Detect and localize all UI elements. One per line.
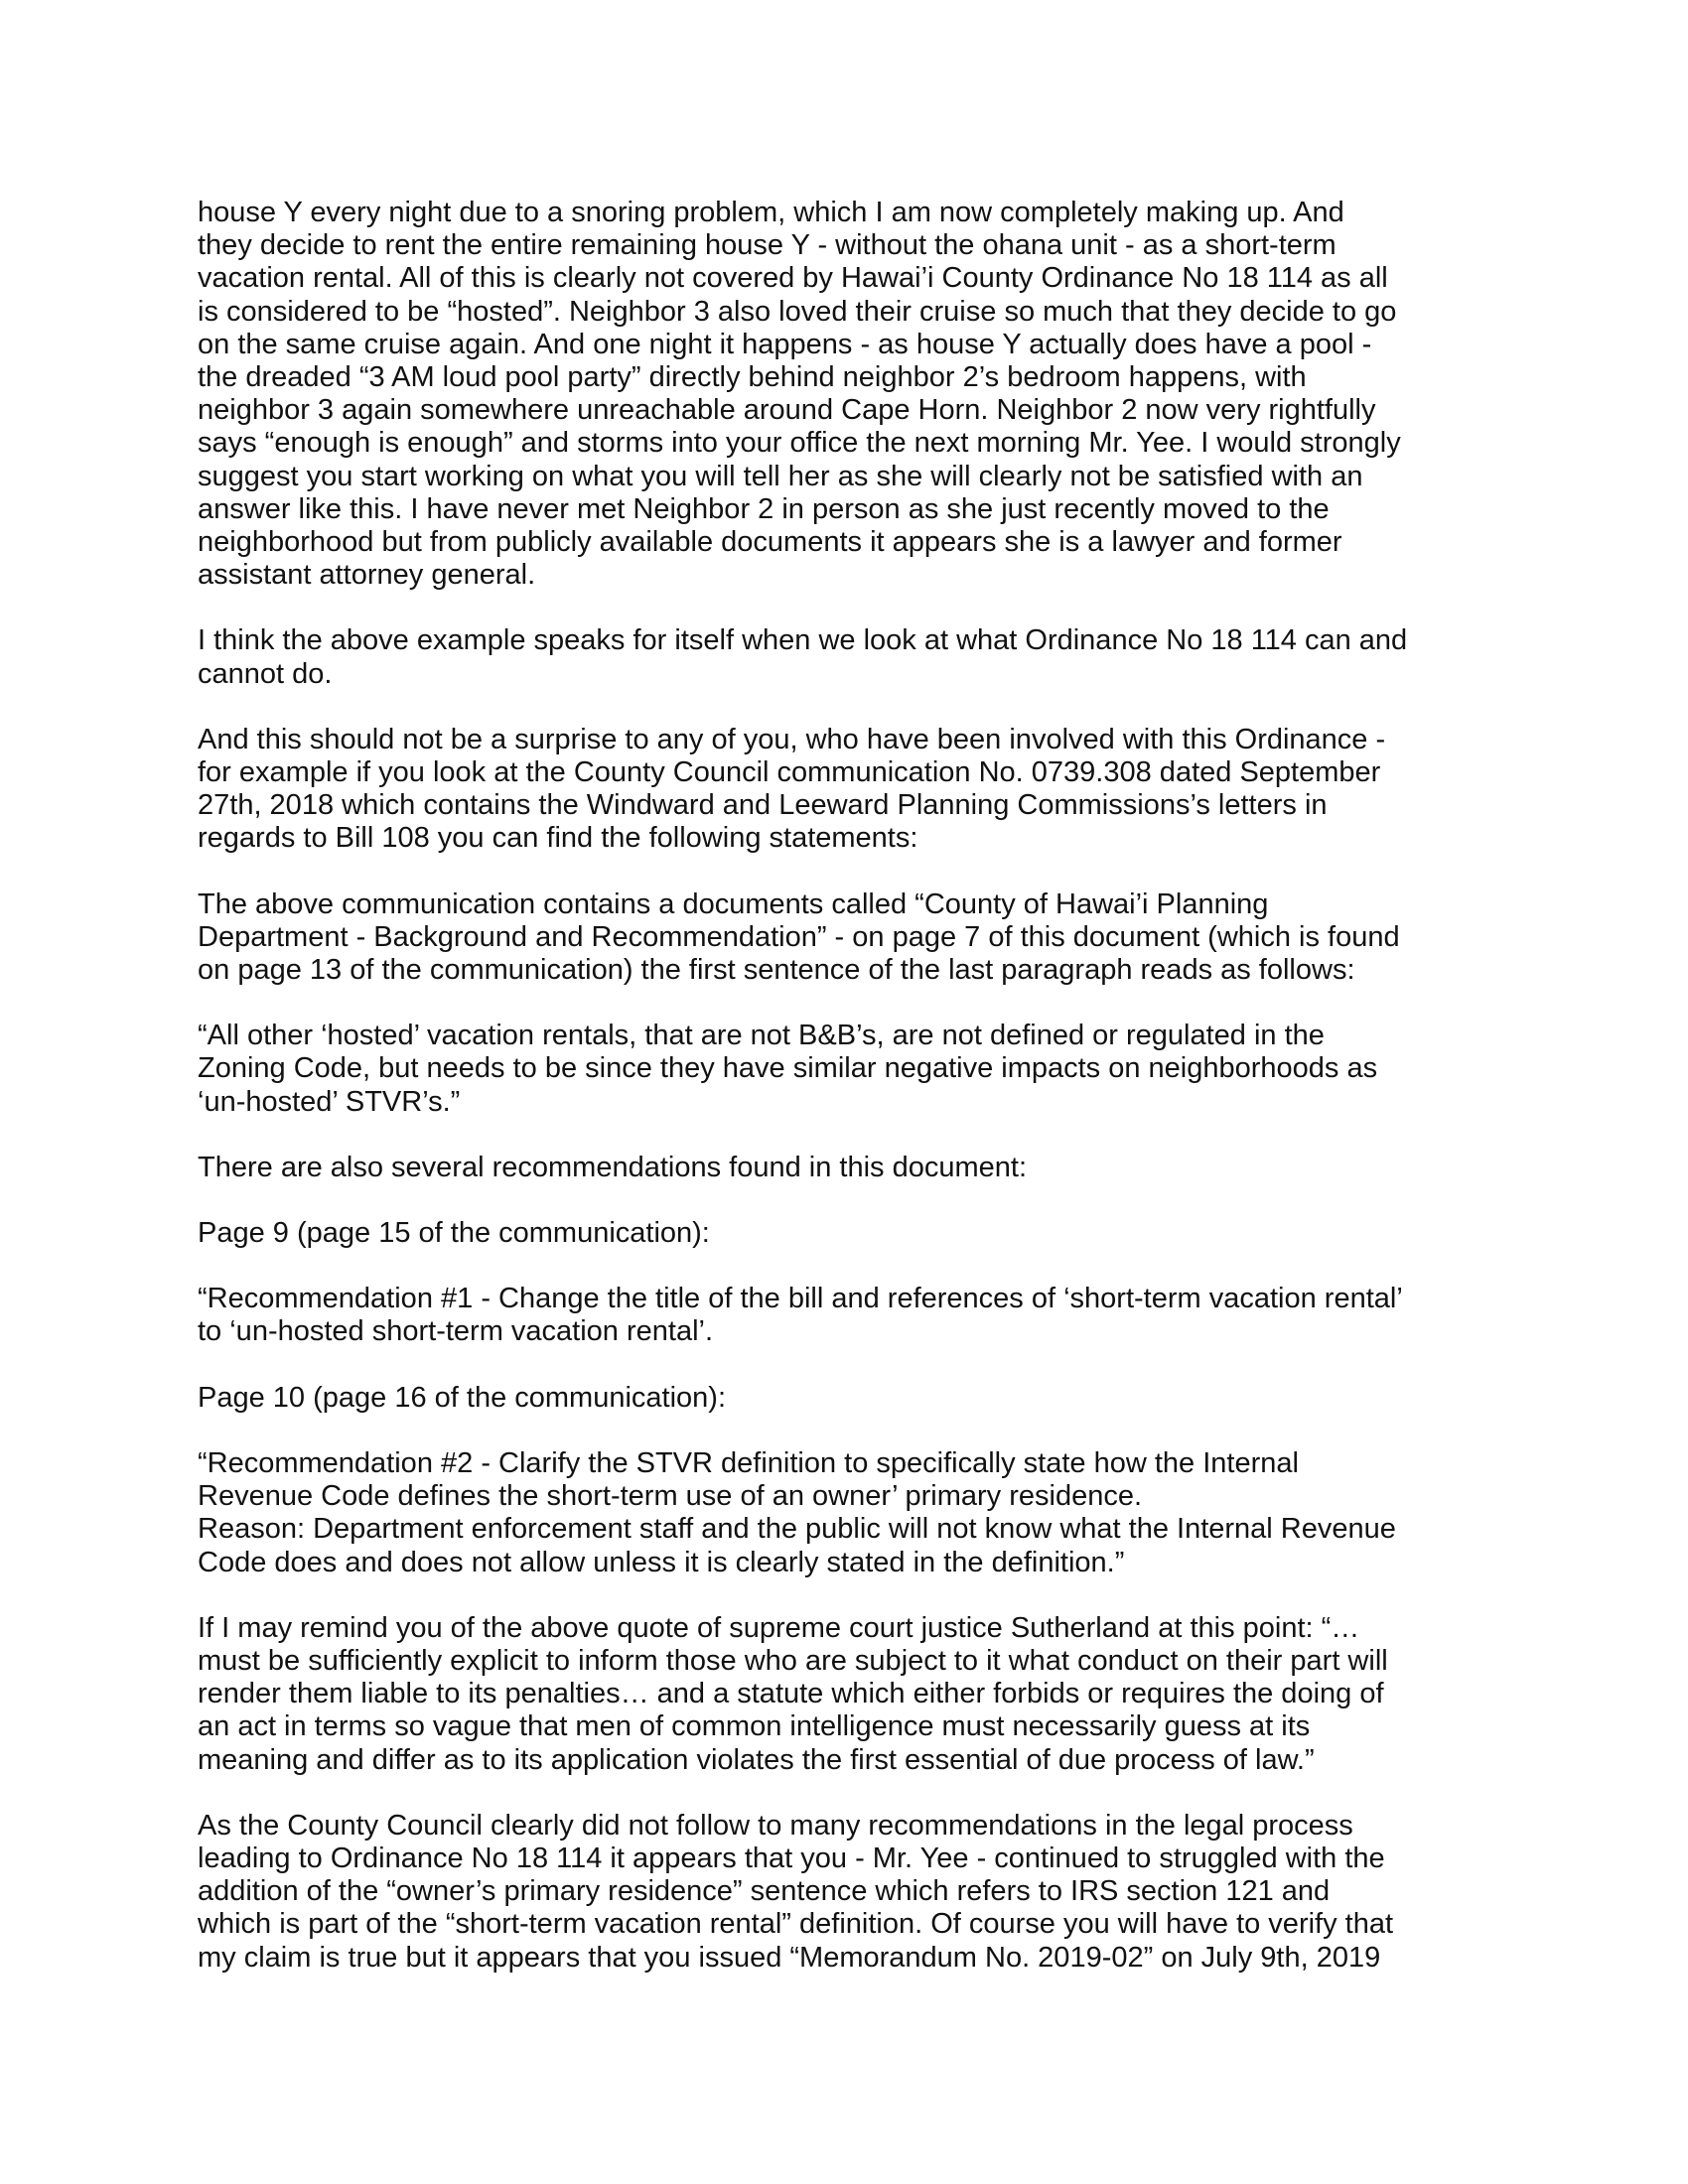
paragraph-background-document: The above communication contains a documents called “County of Hawai’i Planning Department - Background and Recommendation” - on page 7 of this document (which is found on page 13 of the communication) the first sentence of the last paragraph reads as follows: (198, 887, 1400, 987)
paragraph-recommendation-2: “Recommendation #2 - Clarify the STVR definition to specifically state how the Internal Revenue Code defines the short-term use of an owner’ primary residence. Reason: Department enforcement staff and the public will not know what the Internal Revenue Code does and does not allow unless it is clearly stated in the definition.” (198, 1446, 1396, 1578)
paragraph-hosted-rentals-quote: “All other ‘hosted’ vacation rentals, that are not B&B’s, are not defined or regulated in the Zoning Code, but needs to be since they have similar negative impacts on neighborhoods as ‘un-hosted’ STVR’s.” (198, 1020, 1378, 1118)
paragraph-memorandum-reference: As the County Council clearly did not follow to many recommendations in the legal process leading to Ordinance No 18 114 it appears that you - Mr. Yee - continued to struggled with the addition of the “owner’s primary residence” sentence which refers to IRS section 121 and which is part of the “short-term vacation rental” definition. Of course you will have to verify that my claim is true but it appears that you issued “Memorandum No. 2019-02” on July 9th, 2019 (198, 1809, 1394, 1974)
document-body (198, 197, 1488, 2007)
paragraph-page-10-reference: Page 10 (page 16 of the communication): (198, 1381, 726, 1414)
paragraph-recommendations-intro: There are also several recommendations found in this document: (198, 1151, 1027, 1183)
paragraph-council-communication: And this should not be a surprise to any of you, who have been involved with this Ordinance - for example if you look at the County Council communication No. 0739.308 dated September 27th, 2018 which contains the Windward and Leeward Planning Commissions’s letters in regards to Bill 108 you can find the following statements: (198, 723, 1386, 855)
paragraph-hosted-rental-example: house Y every night due to a snoring problem, which I am now completely making up. And they decide to rent the entire remaining house Y - without the ohana unit - as a short-term vacation rental. All of this is clearly not covered by Hawai’i County Ordinance No 18 114 as all is considered to be “hosted”. Neighbor 3 also loved their cruise so much that they decide to go on the same cruise again. And one night it happens - as house Y actually does have a pool - the dreaded “3 AM loud pool party” directly behind neighbor 2’s bedroom happens, with neighbor 3 again somewhere unreachable around Cape Horn. Neighbor 2 now very rightfully says “enough is enough” and storms into your office the next morning Mr. Yee. I would strongly suggest you start working on what you will tell her as she will clearly not be satisfied with an answer like this. I have never met Neighbor 2 in person as she just recently moved to the neighborhood but from publicly available documents it appears she is a lawyer and former assistant attorney general. (198, 197, 1401, 592)
paragraph-recommendation-1: “Recommendation #1 - Change the title of the bill and references of ‘short-term vacation rental’ to ‘un-hosted short-term vacation rental’. (198, 1283, 1403, 1348)
paragraph-example-conclusion: I think the above example speaks for itself when we look at what Ordinance No 18 114 can and cannot do. (198, 624, 1408, 690)
paragraph-sutherland-quote: If I may remind you of the above quote of supreme court justice Sutherland at this point: “… must be sufficiently explicit to inform those who are subject to it what conduct on their part will render them liable to its penalties… and a statute which either forbids or requires the doing of an act in terms so vague that men of common intelligence must necessarily guess at its meaning and differ as to its application violates the first essential of due process of law.” (198, 1611, 1388, 1776)
paragraph-page-9-reference: Page 9 (page 15 of the communication): (198, 1217, 710, 1250)
